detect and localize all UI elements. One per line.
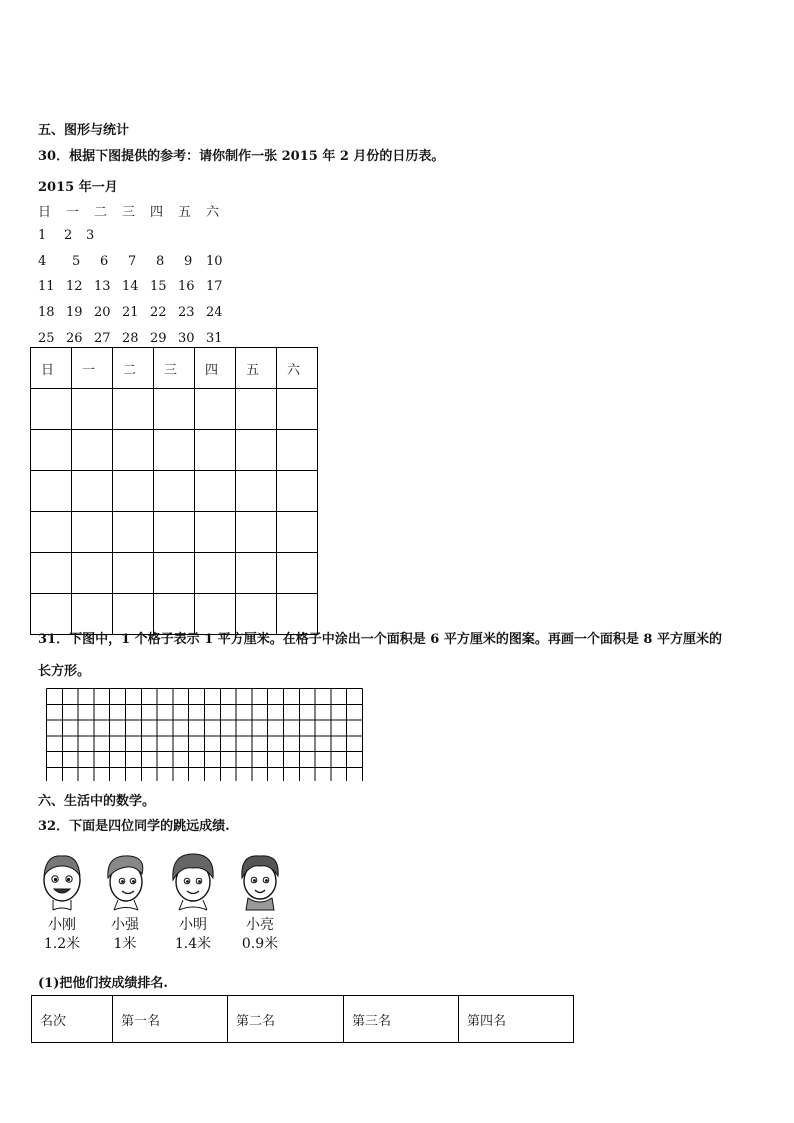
blank-cell[interactable] [72,471,113,512]
blank-cell[interactable] [195,430,236,471]
calendar-day: 1 [38,228,47,243]
table-row [31,553,318,594]
weekday: 一 [66,205,80,220]
blank-cell[interactable] [113,389,154,430]
calendar-day: 21 [122,305,139,320]
table-row [31,430,318,471]
blank-cell[interactable] [113,553,154,594]
blank-cell[interactable] [277,430,318,471]
blank-cell[interactable] [154,471,195,512]
blank-cell[interactable] [31,471,72,512]
calendar-day: 16 [178,279,195,294]
blank-cell[interactable] [236,471,277,512]
calendar-weekday-row [38,201,238,220]
calendar-row [38,279,238,295]
blank-cell[interactable] [277,389,318,430]
calendar-day: 22 [150,305,167,320]
student-name: 小亮 [246,917,274,933]
blank-cell[interactable] [277,512,318,553]
blank-cell[interactable] [31,512,72,553]
calendar-day: 2 [64,228,73,243]
calendar-day: 4 [38,254,47,269]
calendar-day: 15 [150,279,167,294]
student-score: 1.2米 [43,936,81,952]
header-cell: 六 [277,348,318,389]
calendar-day: 13 [94,279,111,294]
table-row [31,471,318,512]
student-name: 小明 [179,917,207,933]
weekday: 二 [94,205,108,220]
blank-cell[interactable] [72,512,113,553]
calendar-day: 31 [206,331,223,345]
student-xiaoliang [230,848,290,954]
student-xiaoming [163,848,223,954]
calendar-day: 8 [156,254,165,269]
calendar-day: 27 [94,331,111,345]
student-score: 1米 [113,936,137,952]
weekday: 六 [206,205,220,220]
calendar-day: 23 [178,305,195,320]
blank-cell[interactable] [195,553,236,594]
calendar-day: 18 [38,305,55,320]
calendar-day: 9 [184,254,193,269]
blank-cell[interactable] [113,430,154,471]
weekday: 日 [38,205,52,220]
calendar-day: 14 [122,279,139,294]
header-cell: 四 [195,348,236,389]
header-cell: 日 [31,348,72,389]
table-header-row [31,348,318,389]
student-xiaoqiang [95,848,155,954]
blank-cell[interactable] [31,553,72,594]
blank-cell[interactable] [31,389,72,430]
rank-header-cell: 名次 [32,996,113,1043]
weekday: 五 [178,205,192,220]
rank-cell-third[interactable]: 第三名 [344,996,459,1043]
blank-cell[interactable] [236,389,277,430]
blank-cell[interactable] [277,553,318,594]
blank-cell[interactable] [195,389,236,430]
calendar-day: 17 [206,279,223,294]
question-31-text-cont: 长方形。 [38,664,91,679]
blank-cell[interactable] [72,430,113,471]
calendar-day: 28 [122,331,139,345]
calendar-day: 12 [66,279,83,294]
blank-cell[interactable] [31,430,72,471]
blank-cell[interactable] [236,512,277,553]
student-xiaogang [32,848,92,954]
rank-cell-second[interactable]: 第二名 [228,996,344,1043]
february-calendar-table [30,347,318,635]
blank-cell[interactable] [195,471,236,512]
question-31-text: 31．下图中，1 个格子表示 1 平方厘米。在格子中涂出一个面积是 6 平方厘米的图案。再画一个面积是 8 平方厘米的 [38,632,722,647]
blank-cell[interactable] [277,471,318,512]
header-cell: 一 [72,348,113,389]
square-grid[interactable] [46,688,364,781]
calendar-day: 3 [86,228,95,243]
calendar-day: 10 [206,254,223,269]
calendar-day: 5 [72,254,81,269]
blank-cell[interactable] [154,512,195,553]
weekday: 四 [150,205,164,220]
calendar-day: 24 [206,305,223,320]
boy-face-icon [167,848,219,914]
calendar-day: 11 [38,279,55,294]
calendar-row [38,254,238,270]
blank-cell[interactable] [154,389,195,430]
blank-cell[interactable] [113,471,154,512]
calendar-day: 30 [178,331,195,345]
table-row [32,996,574,1043]
calendar-day: 25 [38,331,55,345]
calendar-day: 6 [100,254,109,269]
blank-cell[interactable] [154,553,195,594]
calendar-row [38,331,238,345]
header-cell: 三 [154,348,195,389]
blank-cell[interactable] [236,430,277,471]
header-cell: 五 [236,348,277,389]
student-name: 小强 [111,917,139,933]
question-32-text: 32．下面是四位同学的跳远成绩. [38,819,230,834]
rank-cell-first[interactable]: 第一名 [113,996,228,1043]
table-row [31,512,318,553]
blank-cell[interactable] [113,512,154,553]
calendar-day: 20 [94,305,111,320]
calendar-day: 7 [128,254,137,269]
section-title: 五、图形与统计 [38,123,130,138]
calendar-title: 2015 年一月 [38,180,118,195]
calendar-row [38,228,238,244]
student-score: 1.4米 [174,936,212,952]
calendar-day: 26 [66,331,83,345]
question-30-text: 30．根据下图提供的参考：请你制作一张 2015 年 2 月份的日历表。 [38,149,445,164]
ranking-table [31,995,574,1043]
boy-face-icon [234,848,286,914]
student-name: 小刚 [48,917,76,933]
blank-cell[interactable] [72,389,113,430]
blank-cell[interactable] [154,430,195,471]
rank-cell-fourth[interactable]: 第四名 [459,996,574,1043]
calendar-day: 19 [66,305,83,320]
sub-question-1: (1)把他们按成绩排名. [38,976,168,991]
table-row [31,389,318,430]
section-title: 六、生活中的数学。 [38,794,156,809]
header-cell: 二 [113,348,154,389]
weekday: 三 [122,205,136,220]
boy-face-icon [100,848,150,914]
blank-cell[interactable] [236,553,277,594]
calendar-day: 29 [150,331,167,345]
student-score: 0.9米 [241,936,279,952]
blank-cell[interactable] [72,553,113,594]
boy-face-icon [38,848,86,914]
calendar-row [38,305,238,321]
blank-cell[interactable] [195,512,236,553]
